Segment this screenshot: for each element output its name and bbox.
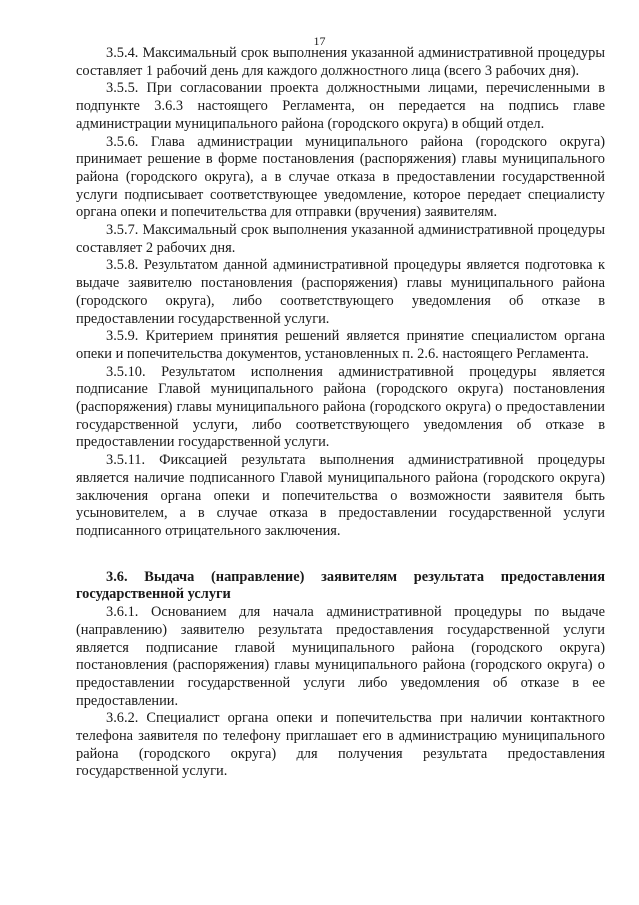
paragraph-3-5-10: 3.5.10. Результатом исполнения административной процедуры является подписание Главой муниципального района (городского округа) постановления (распоряжения) главы муниципального района (городского округа) о предоставлении государственной услуги, либо соответствующего уведомления об отказе в предоставлении государственной услуги. xyxy=(76,363,605,451)
page-number: 17 xyxy=(313,34,326,48)
document-body xyxy=(76,45,605,781)
paragraph-3-5-9: 3.5.9. Критерием принятия решений является принятие специалистом органа опеки и попечительства документов, установленных п. 2.6. настоящего Регламента. xyxy=(76,328,605,362)
paragraph-3-5-8: 3.5.8. Результатом данной административной процедуры является подготовка к выдаче заявителю постановления (распоряжения) главы муниципального района (городского округа), либо соответствующего уведомления об отказе в предоставлении государственной услуги. xyxy=(76,257,605,327)
paragraph-3-5-6: 3.5.6. Глава администрации муниципального района (городского округа) принимает решение в форме постановления (распоряжения) главы муниципального района (городского округа), а в случае отказа в предоставлении государственной услуги подписывает соответствующее уведомление, которое передает специалисту органа опеки и попечительства для отправки (вручения) заявителям. xyxy=(76,133,605,221)
paragraph-3-5-4: 3.5.4. Максимальный срок выполнения указанной административной процедуры составляет 1 рабочий день для каждого должностного лица (всего 3 рабочих дня). xyxy=(76,45,605,79)
paragraph-3-6-2: 3.6.2. Специалист органа опеки и попечительства при наличии контактного телефона заявителя по телефону приглашает его в администрацию муниципального района (городского округа) для получения результата предоставления государственной услуги. xyxy=(76,710,605,780)
section-heading-3-6: 3.6. Выдача (направление) заявителям результата предоставления государственной услуги xyxy=(76,568,605,603)
paragraph-3-5-5: 3.5.5. При согласовании проекта должностными лицами, перечисленными в подпункте 3.6.3 настоящего Регламента, он передается на подпись главе администрации муниципального района (городского округа) в общий отдел. xyxy=(76,80,605,132)
paragraph-3-5-7: 3.5.7. Максимальный срок выполнения указанной административной процедуры составляет 2 рабочих дня. xyxy=(76,222,605,256)
paragraph-3-5-11: 3.5.11. Фиксацией результата выполнения административной процедуры является наличие подписанного Главой муниципального района (городского округа) заключения органа опеки и попечительства о возможности заявителя быть усыновителем, а в случае отказа в предоставлении государственной услуги подписанного отрицательного заключения. xyxy=(76,452,605,539)
paragraph-3-6-1: 3.6.1. Основанием для начала административной процедуры по выдаче (направлению) заявителю результата предоставления государственной услуги является подписание главой муниципального района (городского округа) постановления (распоряжения) главы муниципального района (городского округа) о предоставлении государственной услуги либо уведомления об отказе в ее предоставлении. xyxy=(76,604,605,709)
